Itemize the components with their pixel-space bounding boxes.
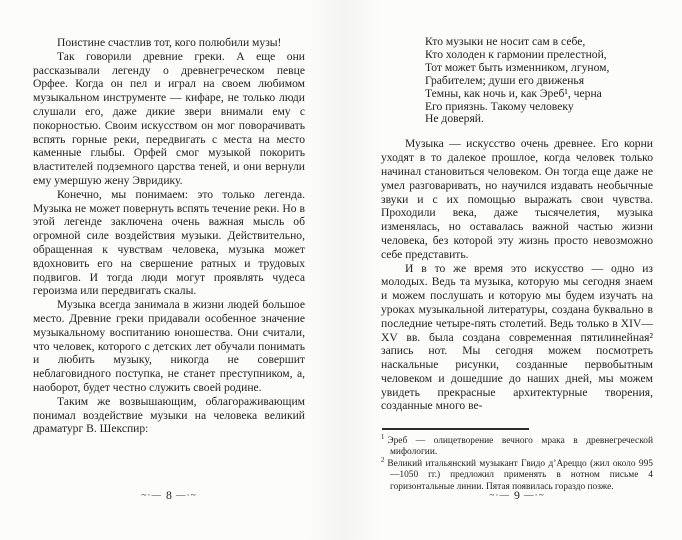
footnote-text: Великий итальянский музыкант Гвидо д’Ареццо (жил около 995—1050 гг.) предложил применять в нотном письме 4 горизонтальные линии. Пятая появилась гораздо позже. bbox=[387, 458, 653, 492]
footnote-text: Эреб — олицетворение вечного мрака в древнегреческой мифологии. bbox=[387, 436, 653, 458]
poem-line: Тот может быть изменником, лгуном, bbox=[425, 60, 610, 74]
footer-flourish-left: ~·— bbox=[489, 491, 511, 501]
poem-line: Кто музыки не носит сам в себе, bbox=[425, 35, 586, 48]
footer-flourish-left: ~·— bbox=[141, 491, 163, 501]
poem-line: Его приязнь. Такому человеку bbox=[425, 99, 574, 113]
page-number-right: 9 bbox=[514, 488, 520, 502]
paragraph: Таким же возвышающим, облагораживающим понимал воздействие музыки на человека великий драматург В. Шекспир: bbox=[33, 394, 305, 436]
footnotes-block bbox=[381, 428, 653, 493]
paragraph: И в то же время это искусство — одно из молодых. Ведь та музыка, которую мы сегодня знаем и можем послушать и которую мы будем изучать на уроках музыкальной литературы, создана буквально в последние четыре-пять столетий. Ведь только в XIV—XV вв. была создана современная пятилинейная² запись нот. Мы сегодня можем посмотреть наскальные рисунки, созданные первобытным человеком и дошедшие до наших дней, мы можем увидеть прекрасные архитектурные творения, созданные много ве- bbox=[381, 261, 653, 413]
page-9-text-column bbox=[381, 35, 653, 492]
page-9-footer bbox=[381, 488, 653, 504]
page-number-left: 8 bbox=[166, 488, 172, 502]
page-8-footer bbox=[33, 488, 305, 504]
paragraph: Поистине счастлив тот, кого полюбили музы! bbox=[57, 36, 282, 49]
paragraph: Музыка — искусство очень древнее. Его корни уходят в то далекое прошлое, когда человек только начинал становиться человеком. Он тогда еще даже не умел разговаривать, но научился издавать необычные звуки и с их помощью выражать свои чувства. Проходили века, даже тысячелетия, музыка изменялась, но оставалась важной частью жизни человека, без которой эту жизнь просто невозможно себе представить. bbox=[381, 137, 653, 261]
page-8-text-column bbox=[33, 36, 305, 436]
footnote-separator bbox=[382, 428, 529, 430]
paragraph: Конечно, мы понимаем: это только легенда. Музыка не может повернуть вспять течение реки. Но в этой легенде заключена очень важная мысль об огромной силе воздействия музыки. Действительно, обращенная к чувствам человека, музыка может вдохновить его на свершение ратных и трудовых подвигов. И тогда люди могут проявлять чудеса героизма или передвигать скалы. bbox=[33, 187, 305, 298]
footnote-marker: 2 bbox=[381, 456, 385, 464]
poem-line: Грабителем; души его движенья bbox=[425, 73, 585, 87]
footnote-marker: 1 bbox=[381, 433, 385, 441]
footer-flourish-right: —·~ bbox=[523, 491, 545, 501]
poem-quote bbox=[425, 36, 653, 126]
footer-flourish-right: —·~ bbox=[175, 491, 197, 501]
page-gutter bbox=[306, 0, 380, 540]
footnote bbox=[381, 433, 653, 459]
poem-line: Кто холоден к гармонии прелестной, bbox=[425, 47, 607, 61]
paragraph: Музыка всегда занимала в жизни людей большое место. Древние греки придавали особенное значение музыкальному воспитанию юношества. Они считали, что человек, которого с детских лет обучали понимать и любить музыку, никогда не совершит неблаговидного поступка, не станет преступником, а, наоборот, будет честно служить своей родине. bbox=[33, 298, 305, 394]
poem-line: Темны, как ночь и, как Эреб¹, черна bbox=[425, 86, 602, 100]
poem-line: Не доверяй. bbox=[425, 112, 484, 126]
paragraph: Так говорили древние греки. А еще они рассказывали легенду о древнегреческом певце Орфее. Когда он пел и играл на своем любимом музыкальном инструменте — кифаре, не только люди слушали его, даже дикие звери внимали ему с покорностью. Своим искусством он мог поворачивать вспять горные реки, передвигать с места на место каменные глыбы. Орфей смог музыкой покорить властителей подземного царства теней, и они вернули ему умершую жену Эвридику. bbox=[33, 49, 305, 187]
